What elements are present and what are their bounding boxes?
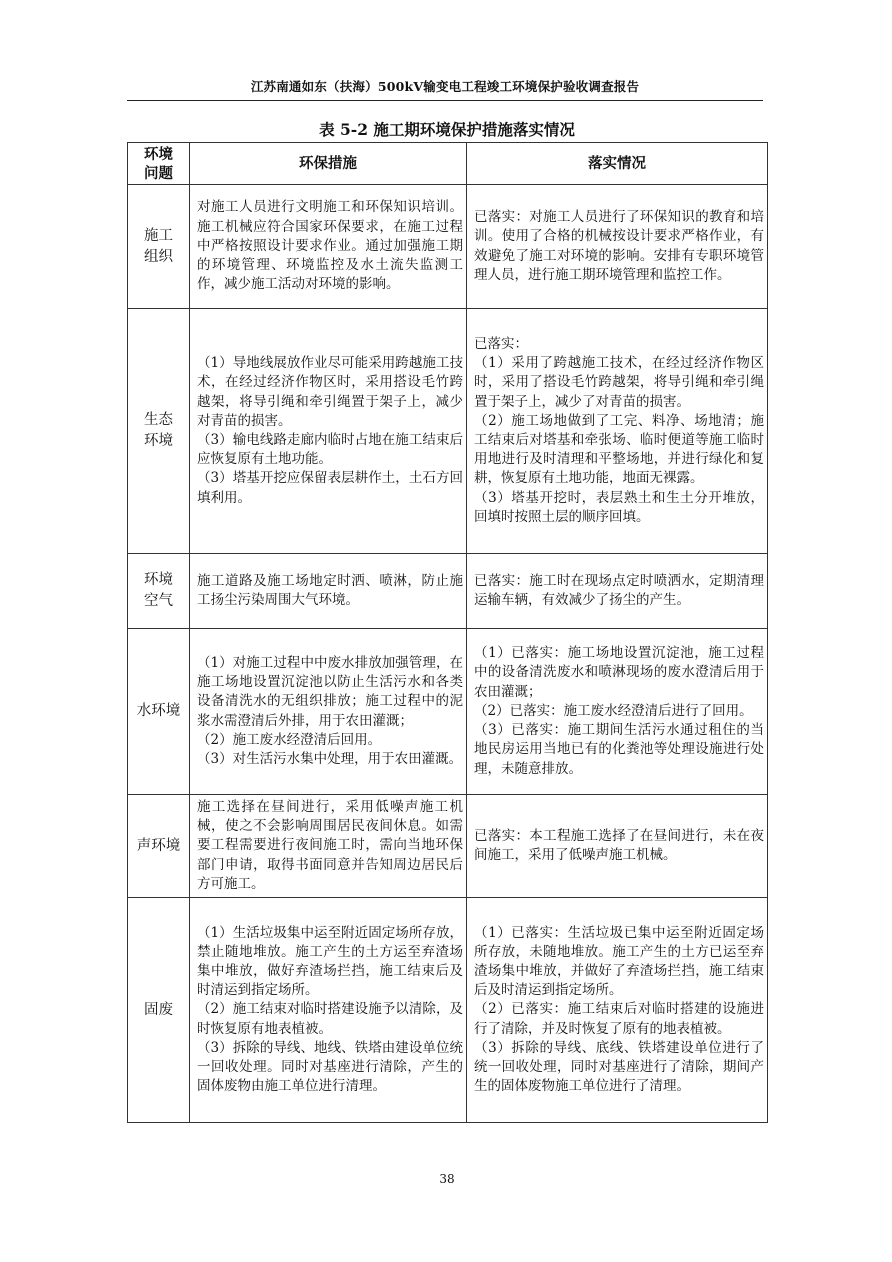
measure-paragraph: 对施工人员进行文明施工和环保知识培训。施工机械应符合国家环保要求，在施工过程中严格按照设计要求作业。通过加强施工期的环境管理、环境监控及水土流失监测工作，减少施工活动对环境的影响。	[197, 199, 463, 293]
status-paragraph: 已落实：对施工人员进行了环保知识的教育和培训。使用了合格的机械按设计要求严格作业，有效避免了施工对环境的影响。安排有专职环境管理人员，进行施工期环境管理和监控工作。	[474, 209, 764, 283]
measures-cell	[190, 185, 467, 309]
status-paragraph: （3）已落实：施工期间生活污水通过租住的当地民房运用当地已有的化粪池等处理设施进行处理，未随意排放。	[474, 722, 764, 777]
issue-cell: 施工组织	[128, 185, 190, 309]
status-paragraph: （1）已落实：生活垃圾已集中运至附近固定场所存放，未随地堆放。施工产生的土方已运至弃渣场集中堆放，并做好了弃渣场拦挡，施工结束后及时清运到指定场所。	[474, 924, 764, 999]
status-paragraph: 已落实：本工程施工选择了在昼间进行，未在夜间施工，采用了低噪声施工机械。	[474, 827, 764, 863]
issue-cell: 声环境	[128, 795, 190, 898]
status-cell	[467, 554, 768, 629]
issue-cell: 固废	[128, 898, 190, 1123]
status-paragraph: （3）塔基开挖时，表层熟土和生土分开堆放，回填时按照土层的顺序回填。	[474, 489, 764, 525]
issue-cell: 生态环境	[128, 309, 190, 554]
measures-table	[127, 142, 768, 1123]
issue-cell: 环境空气	[128, 554, 190, 629]
measure-paragraph: （2）施工废水经澄清后回用。	[197, 731, 382, 748]
table-row	[128, 554, 768, 629]
measure-paragraph: 施工选择在昼间进行，采用低噪声施工机械，使之不会影响周围居民夜间休息。如需要工程需要进行夜间施工时，需向当地环保部门申请，取得书面同意并告知周边居民后方可施工。	[197, 798, 463, 892]
status-paragraph: （1）已落实：施工场地设置沉淀池，施工过程中的设备清洗废水和喷淋现场的废水澄清后用于农田灌溉；	[474, 645, 764, 700]
status-paragraph: （1）采用了跨越施工技术，在经过经济作物区时，采用了搭设毛竹跨越架，将导引绳和牵引绳置于架子上，减少了对青苗的损害。	[474, 355, 764, 410]
measure-paragraph: （1）生活垃圾集中运至附近固定场所存放，禁止随地堆放。施工产生的土方运至弃渣场集中堆放，做好弃渣场拦挡，施工结束后及时清运到指定场所。	[197, 924, 463, 999]
header-divider	[127, 100, 763, 101]
measure-paragraph: （3）输电线路走廊内临时占地在施工结束后应恢复原有土地功能。	[197, 432, 463, 468]
status-paragraph: （2）施工场地做到了工完、料净、场地清；施工结束后对塔基和牵张场、临时便道等施工临时用地进行及时清理和平整场地，并进行绿化和复耕，恢复原有土地功能，地面无裸露。	[474, 412, 764, 487]
measure-paragraph: （3）对生活污水集中处理，用于农田灌溉。	[197, 750, 463, 767]
table-row	[128, 795, 768, 898]
status-cell	[467, 629, 768, 795]
status-paragraph: 已落实：	[474, 335, 528, 352]
measures-cell	[190, 795, 467, 898]
status-cell	[467, 795, 768, 898]
status-cell	[467, 309, 768, 554]
measure-paragraph: （1）导地线展放作业尽可能采用跨越施工技术，在经过经济作物区时，采用搭设毛竹跨越架，将导引绳和牵引绳置于架子上，减少对青苗的损害。	[197, 355, 463, 429]
table-row	[128, 185, 768, 309]
measures-cell	[190, 898, 467, 1123]
report-header-title: 江苏南通如东（扶海）500kV输变电工程竣工环境保护验收调查报告	[250, 79, 640, 94]
page-number: 38	[439, 1172, 455, 1186]
column-header-issue: 环境问题	[128, 143, 190, 185]
status-paragraph: （2）已落实：施工废水经澄清后进行了回用。	[474, 702, 753, 719]
column-header-measures: 环保措施	[190, 143, 467, 185]
table-row	[128, 629, 768, 795]
status-paragraph: （2）已落实：施工结束后对临时搭建的设施进行了清除，并及时恢复了原有的地表植被。	[474, 1001, 764, 1037]
table-row	[128, 309, 768, 554]
status-cell	[467, 898, 768, 1123]
measure-paragraph: （1）对施工过程中中废水排放加强管理，在施工场地设置沉淀池以防止生活污水和各类设备清洗水的无组织排放；施工过程中的泥浆水需澄清后外排，用于农田灌溉；	[197, 654, 463, 729]
table-caption: 表 5-2 施工期环境保护措施落实情况	[319, 120, 575, 139]
issue-cell: 水环境	[128, 629, 190, 795]
measure-paragraph: （2）施工结束对临时搭建设施予以清除，及时恢复原有地表植被。	[197, 1001, 463, 1037]
measure-paragraph: （3）拆除的导线、地线、铁塔由建设单位统一回收处理。同时对基座进行清除，产生的固体废物由施工单位进行清理。	[197, 1039, 463, 1095]
status-paragraph: 已落实：施工时在现场点定时喷洒水，定期清理运输车辆，有效减少了扬尘的产生。	[474, 572, 764, 608]
measures-cell	[190, 554, 467, 629]
table-row	[128, 898, 768, 1123]
status-paragraph: （3）拆除的导线、底线、铁塔建设单位进行了统一回收处理，同时对基座进行了清除，期间产生的固体废物施工单位进行了清理。	[474, 1039, 764, 1095]
status-cell	[467, 185, 768, 309]
measures-cell	[190, 309, 467, 554]
measure-paragraph: （3）塔基开挖应保留表层耕作土，土石方回填利用。	[197, 470, 463, 506]
table-header-row	[128, 143, 768, 185]
measures-cell	[190, 629, 467, 795]
column-header-status: 落实情况	[467, 143, 768, 185]
measure-paragraph: 施工道路及施工场地定时洒、喷淋，防止施工扬尘污染周围大气环境。	[197, 572, 463, 608]
